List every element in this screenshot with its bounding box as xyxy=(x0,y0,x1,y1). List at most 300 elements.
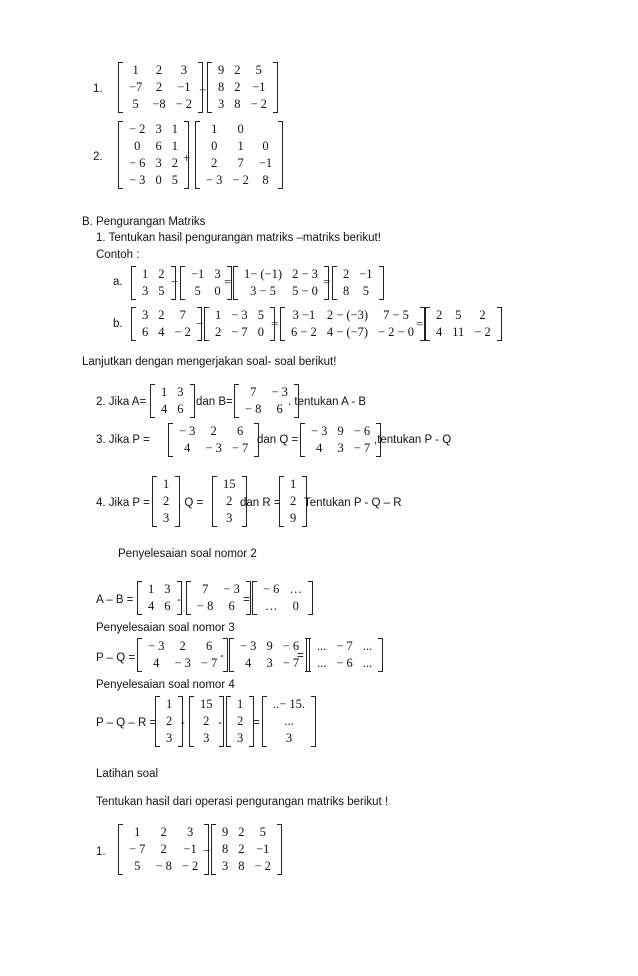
matrix-cell: 1 xyxy=(211,122,218,136)
matrix-cell: 6 − 2 xyxy=(291,325,317,339)
matrix-row xyxy=(306,440,375,457)
matrix-cell: 3 xyxy=(218,97,225,111)
matrix-cell: 4 xyxy=(436,325,443,339)
answer-matrix xyxy=(252,581,313,615)
problem-number: 1. xyxy=(93,83,103,95)
matrix-row xyxy=(192,598,245,615)
minus-sign: − xyxy=(203,843,211,858)
solution-lhs: P – Q = xyxy=(96,652,136,664)
matrix-cell: … xyxy=(289,582,302,596)
problem-number: 1. xyxy=(96,846,106,858)
matrix-cell: −8 xyxy=(152,97,166,111)
minus-sign: - xyxy=(220,650,224,662)
matrix-cell: 3 xyxy=(266,656,273,670)
matrix-row xyxy=(192,581,245,598)
matrix-cell: 5 xyxy=(194,284,201,298)
matrix-cell: −1 xyxy=(258,156,273,170)
matrix-row xyxy=(210,307,269,324)
matrix-cell: − 3 xyxy=(174,656,191,670)
matrix-row xyxy=(137,324,196,341)
matrix-cell: 7 xyxy=(202,582,209,596)
matrix-row xyxy=(312,655,377,672)
matrix-cell: − 2 xyxy=(129,122,146,136)
matrix xyxy=(186,581,251,615)
minus-sign: - xyxy=(218,717,222,729)
matrix-row xyxy=(124,841,203,858)
matrix-cell: 3 xyxy=(203,731,210,745)
question-text: dan Q = xyxy=(257,434,299,446)
matrix-cell: ..− 15. xyxy=(273,697,306,711)
question-text: 3. Jika P = xyxy=(96,434,150,446)
matrix-row xyxy=(268,730,310,747)
equals-sign: = xyxy=(224,274,232,289)
matrix-row xyxy=(210,324,269,341)
matrix-row xyxy=(232,730,248,747)
matrix-cell: −7 xyxy=(129,80,143,94)
matrix-cell: 8 xyxy=(343,284,350,298)
matrix-cell: 5 xyxy=(257,308,264,322)
question-text: , Q = xyxy=(178,497,204,509)
matrix-cell: 9 xyxy=(266,639,273,653)
matrix-cell: ... xyxy=(284,714,294,728)
matrix-row xyxy=(201,155,277,172)
matrix-row xyxy=(232,696,248,713)
matrix-row xyxy=(268,696,310,713)
matrix-cell: 15 xyxy=(223,477,236,491)
question-text: ,tentukan P - Q xyxy=(374,434,452,446)
matrix-cell: 1 xyxy=(237,697,244,711)
matrix-cell: 3 xyxy=(142,284,149,298)
matrix xyxy=(137,581,182,615)
matrix-cell: 0 xyxy=(262,139,269,153)
matrix-cell: − 8 xyxy=(197,599,214,613)
matrix-row xyxy=(201,138,277,155)
matrix-cell: − 3 xyxy=(179,424,196,438)
matrix-cell xyxy=(254,121,277,138)
matrix-row xyxy=(195,696,218,713)
matrix-row xyxy=(161,713,177,730)
matrix-cell: − 3 xyxy=(223,582,240,596)
matrix-cell: 8 xyxy=(222,842,229,856)
matrix-cell: 2 xyxy=(158,308,165,322)
matrix-cell: 4 xyxy=(153,656,160,670)
matrix-cell: 1 xyxy=(215,308,222,322)
matrix-row xyxy=(239,283,323,300)
matrix xyxy=(131,266,179,300)
matrix-cell: 6 xyxy=(142,325,149,339)
matrix-row xyxy=(285,510,301,527)
matrix-row xyxy=(158,510,174,527)
matrix-cell: 5 xyxy=(132,97,139,111)
matrix-cell: 5 xyxy=(362,284,370,298)
matrix-row xyxy=(143,638,222,655)
matrix-row xyxy=(124,155,183,172)
matrix-cell: 2 xyxy=(179,639,186,653)
matrix-row xyxy=(218,493,241,510)
matrix-cell: 2 xyxy=(160,842,167,856)
matrix-row xyxy=(186,266,226,283)
matrix-cell: 3 xyxy=(226,511,233,525)
matrix-cell: − 7 xyxy=(231,441,249,455)
matrix-cell: 4 xyxy=(245,656,252,670)
matrix xyxy=(168,423,259,457)
matrix-cell: ... xyxy=(362,639,373,653)
solution-lhs: P – Q – R = xyxy=(96,717,157,729)
matrix-cell: ... xyxy=(362,656,373,670)
minus-sign: − xyxy=(196,316,204,331)
matrix-row xyxy=(156,401,189,418)
matrix-cell: 2 xyxy=(211,156,218,170)
matrix xyxy=(207,62,278,113)
matrix-cell: − 8 xyxy=(155,859,172,873)
matrix xyxy=(280,307,425,341)
matrix-cell: 8 xyxy=(238,859,245,873)
matrix-cell: 3 xyxy=(164,582,171,596)
matrix-cell: 0 xyxy=(237,122,244,136)
matrix-cell: 1 xyxy=(142,267,149,281)
equals-sign: = xyxy=(416,316,424,331)
matrix-cell: 0 xyxy=(292,599,299,613)
matrix-cell: − 2 xyxy=(174,325,191,339)
matrix-cell: −1 xyxy=(191,267,205,281)
matrix-row xyxy=(312,638,377,655)
matrix-row xyxy=(174,423,253,440)
matrix-row xyxy=(124,96,197,113)
matrix-row xyxy=(124,824,203,841)
minus-sign: - xyxy=(177,594,181,606)
matrix xyxy=(131,307,202,341)
matrix-row xyxy=(217,858,276,875)
matrix-cell: 2 xyxy=(215,325,222,339)
matrix-cell: −1 xyxy=(252,80,266,94)
matrix-row xyxy=(161,696,177,713)
matrix-row xyxy=(286,307,419,324)
example-letter: a. xyxy=(113,276,123,288)
matrix-cell: 0 xyxy=(211,139,218,153)
matrix-cell: − 2 xyxy=(181,859,199,873)
matrix-cell: 8 xyxy=(262,173,269,187)
matrix xyxy=(150,384,195,418)
matrix-cell: 6 xyxy=(236,424,244,438)
matrix-cell: 6 xyxy=(155,139,162,153)
matrix-row xyxy=(431,307,496,324)
matrix-cell: 2 xyxy=(171,156,178,170)
example-label: Contoh : xyxy=(96,249,140,261)
example-letter: b. xyxy=(113,318,123,330)
matrix-cell: 5 xyxy=(255,63,262,77)
matrix-cell: 0 xyxy=(257,325,264,339)
matrix-row xyxy=(161,730,177,747)
matrix-cell: − 2 xyxy=(254,859,271,873)
matrix-cell: − 3 xyxy=(148,639,165,653)
matrix-cell: 9 xyxy=(290,511,297,525)
matrix-cell: 7 xyxy=(237,156,244,170)
matrix-cell: 0 xyxy=(214,284,221,298)
matrix-cell: 7 − 5 xyxy=(383,308,409,322)
matrix-row xyxy=(158,493,174,510)
matrix-row xyxy=(240,384,293,401)
matrix-cell: −1 xyxy=(177,80,191,94)
matrix xyxy=(233,266,329,300)
equals-sign: = xyxy=(323,274,331,289)
matrix-row xyxy=(268,713,310,730)
matrix-row xyxy=(124,79,197,96)
matrix-cell: 1 xyxy=(237,139,244,153)
matrix-cell: −1 xyxy=(256,842,270,856)
solution-heading: Penyelesaian soal nomor 4 xyxy=(96,679,235,691)
equals-sign: = xyxy=(297,650,304,662)
matrix-cell: − 7 xyxy=(129,842,146,856)
question-text: dan B= xyxy=(196,396,233,408)
matrix-cell: 2 xyxy=(163,494,170,508)
answer-matrix xyxy=(262,696,316,747)
matrix-cell: 2 xyxy=(237,714,244,728)
matrix-cell: 2 xyxy=(238,842,245,856)
matrix-cell: 2 − 3 xyxy=(292,267,318,281)
matrix xyxy=(204,307,275,341)
matrix-cell: 3 −1 xyxy=(292,308,316,322)
matrix-cell: − 7 xyxy=(282,656,300,670)
matrix-row xyxy=(124,138,183,155)
matrix-cell: 2 xyxy=(436,308,443,322)
matrix xyxy=(211,824,282,875)
matrix-cell: 2 xyxy=(290,494,297,508)
matrix-row xyxy=(124,172,183,189)
matrix-cell: 2 xyxy=(166,714,173,728)
matrix-cell: − 3 xyxy=(311,424,328,438)
matrix-row xyxy=(201,121,277,138)
matrix-row xyxy=(258,581,307,598)
matrix xyxy=(226,696,254,747)
matrix xyxy=(425,307,502,341)
matrix-cell: 3 xyxy=(222,859,229,873)
matrix-cell: 8 xyxy=(218,80,225,94)
plus-sign: + xyxy=(183,150,191,165)
matrix-cell: − 2 xyxy=(250,97,267,111)
matrix-cell: − 6 xyxy=(129,156,146,170)
matrix-row xyxy=(124,121,183,138)
matrix-cell: 3 xyxy=(337,441,344,455)
matrix-cell: 2 xyxy=(343,267,350,281)
matrix-cell: 1 xyxy=(290,477,297,491)
matrix-row xyxy=(143,598,176,615)
matrix-row xyxy=(232,713,248,730)
matrix xyxy=(155,696,183,747)
matrix-cell: ... xyxy=(317,639,327,653)
matrix-row xyxy=(217,841,276,858)
matrix-row xyxy=(137,283,170,300)
matrix-cell: 6 xyxy=(205,639,213,653)
matrix-cell: 2 xyxy=(226,494,233,508)
solution-heading: Penyelesaian soal nomor 3 xyxy=(96,622,235,634)
matrix-cell: − 7 xyxy=(353,441,371,455)
matrix-row xyxy=(338,283,378,300)
matrix-row xyxy=(143,655,222,672)
matrix-row xyxy=(258,598,307,615)
instruction: 1. Tentukan hasil pengurangan matriks –matriks berikut! xyxy=(96,232,381,244)
matrix-cell: 3 xyxy=(237,731,244,745)
matrix xyxy=(332,266,384,300)
matrix-cell: ... xyxy=(317,656,327,670)
matrix-cell: −1 xyxy=(183,842,197,856)
matrix-row xyxy=(195,713,218,730)
matrix-cell: 3 xyxy=(177,385,184,399)
matrix-row xyxy=(285,476,301,493)
matrix-row xyxy=(431,324,496,341)
matrix-row xyxy=(195,730,218,747)
matrix-row xyxy=(218,510,241,527)
matrix-row xyxy=(218,476,241,493)
matrix-cell: − 3 xyxy=(271,385,288,399)
matrix-row xyxy=(186,283,226,300)
matrix-cell: − 3 xyxy=(129,173,146,187)
question-text: Tentukan P - Q – R xyxy=(304,497,402,509)
matrix-row xyxy=(213,96,272,113)
matrix-cell: 9 xyxy=(337,424,344,438)
matrix-cell: − 2 xyxy=(474,325,491,339)
answer-matrix xyxy=(306,638,383,672)
matrix-cell: 4 xyxy=(161,402,168,416)
matrix-cell: − 6 xyxy=(263,582,280,596)
solution-lhs: A – B = xyxy=(96,594,134,606)
matrix-cell: 0 xyxy=(134,139,141,153)
matrix-cell: 15 xyxy=(200,697,213,711)
matrix-cell: − 2 xyxy=(232,173,249,187)
matrix-cell: 3 xyxy=(186,825,194,839)
matrix-row xyxy=(239,266,323,283)
matrix-cell: 1 xyxy=(163,477,170,491)
matrix-cell: 1 xyxy=(132,63,139,77)
matrix-cell: − 2 xyxy=(175,97,193,111)
matrix-cell: 8 xyxy=(234,97,241,111)
exercise-heading: Latihan soal xyxy=(96,768,159,780)
matrix-cell: 3 xyxy=(180,63,187,77)
matrix-row xyxy=(137,307,196,324)
matrix-cell: 2 xyxy=(210,424,217,438)
matrix-row xyxy=(217,824,276,841)
matrix xyxy=(300,423,381,457)
section-heading: B. Pengurangan Matriks xyxy=(82,216,206,228)
matrix-cell: − 2 − 0 xyxy=(378,325,414,339)
matrix-cell: 2 xyxy=(234,80,241,94)
matrix-row xyxy=(285,493,301,510)
matrix-cell: − 6 xyxy=(353,424,371,438)
matrix-cell: − 3 xyxy=(206,173,223,187)
matrix-row xyxy=(124,62,197,79)
matrix-row xyxy=(213,79,272,96)
matrix-cell: 3 xyxy=(155,122,162,136)
matrix-cell: 2 xyxy=(238,825,245,839)
matrix-cell: 4 xyxy=(316,441,323,455)
matrix-cell: − 6 xyxy=(336,656,353,670)
matrix-cell: 6 xyxy=(228,599,235,613)
matrix-cell: … xyxy=(264,599,278,613)
continue-instruction: Lanjutkan dengan mengerjakan soal- soal berikut! xyxy=(82,356,337,368)
matrix-cell: 6 xyxy=(164,599,171,613)
matrix-cell: 4 xyxy=(148,599,155,613)
minus-sign: - xyxy=(181,717,185,729)
matrix-cell: 3 xyxy=(163,511,170,525)
matrix-cell: − 7 xyxy=(231,325,248,339)
matrix-cell: 9 xyxy=(218,63,225,77)
matrix xyxy=(195,121,283,189)
matrix-cell: 4 xyxy=(184,441,191,455)
matrix-cell: 2 xyxy=(234,63,241,77)
matrix-cell: 2 xyxy=(479,308,486,322)
matrix-row xyxy=(156,384,189,401)
matrix-row xyxy=(143,581,176,598)
matrix-cell: 7 xyxy=(179,308,186,322)
equals-sign: = xyxy=(243,594,250,606)
matrix xyxy=(279,476,307,527)
matrix-row xyxy=(124,858,203,875)
matrix-row xyxy=(201,172,277,189)
matrix-cell: 1 xyxy=(161,385,168,399)
matrix-cell: 11 xyxy=(452,325,465,339)
matrix-cell: 9 xyxy=(222,825,229,839)
matrix-cell: 1 xyxy=(171,139,178,153)
matrix-cell: 3 xyxy=(214,267,221,281)
matrix-cell: 0 xyxy=(155,173,162,187)
matrix-cell: 5 xyxy=(259,825,266,839)
minus-sign: − xyxy=(171,274,179,289)
matrix-cell: 2 − (−3) xyxy=(326,308,368,322)
matrix xyxy=(118,824,209,875)
matrix-row xyxy=(235,655,304,672)
matrix-cell: 5 − 0 xyxy=(292,284,318,298)
matrix-row xyxy=(240,401,293,418)
matrix-cell: 2 xyxy=(160,825,167,839)
matrix xyxy=(152,476,180,527)
matrix-cell: − 7 xyxy=(336,639,353,653)
matrix-cell: 1− (−1) xyxy=(244,267,283,281)
matrix-row xyxy=(306,423,375,440)
solution-heading: Penyelesaian soal nomor 2 xyxy=(118,548,257,560)
matrix-cell: 6 xyxy=(177,402,184,416)
matrix-cell: 3 xyxy=(285,731,293,745)
equals-sign: = xyxy=(253,717,260,729)
matrix-row xyxy=(338,266,378,283)
matrix-cell: − 3 xyxy=(231,308,248,322)
matrix-cell: 4 − (−7) xyxy=(326,325,368,339)
problem-number: 2. xyxy=(93,151,103,163)
matrix-row xyxy=(235,638,304,655)
matrix-row xyxy=(174,440,253,457)
matrix-cell: 3 xyxy=(142,308,149,322)
matrix-cell: 6 xyxy=(276,402,283,416)
matrix-row xyxy=(158,476,174,493)
matrix-cell: −1 xyxy=(359,267,373,281)
matrix-row xyxy=(213,62,272,79)
matrix xyxy=(118,62,203,113)
matrix-cell: 2 xyxy=(203,714,210,728)
matrix-cell: 5 xyxy=(171,173,178,187)
matrix-cell: 5 xyxy=(455,308,462,322)
question-text: . tentukan A - B xyxy=(288,396,366,408)
matrix-cell: 2 xyxy=(155,63,163,77)
matrix xyxy=(118,121,189,189)
matrix-cell: − 7 xyxy=(200,656,218,670)
matrix-cell: 5 xyxy=(158,284,165,298)
plus-sign: + xyxy=(199,82,207,97)
matrix-row xyxy=(137,266,170,283)
matrix-cell: − 6 xyxy=(282,639,300,653)
exercise-instruction: Tentukan hasil dari operasi pengurangan matriks berikut ! xyxy=(96,796,389,808)
matrix-cell: 2 xyxy=(158,267,165,281)
matrix-cell: 5 xyxy=(134,859,141,873)
matrix-cell: 4 xyxy=(158,325,165,339)
matrix-cell: 3 − 5 xyxy=(250,284,276,298)
